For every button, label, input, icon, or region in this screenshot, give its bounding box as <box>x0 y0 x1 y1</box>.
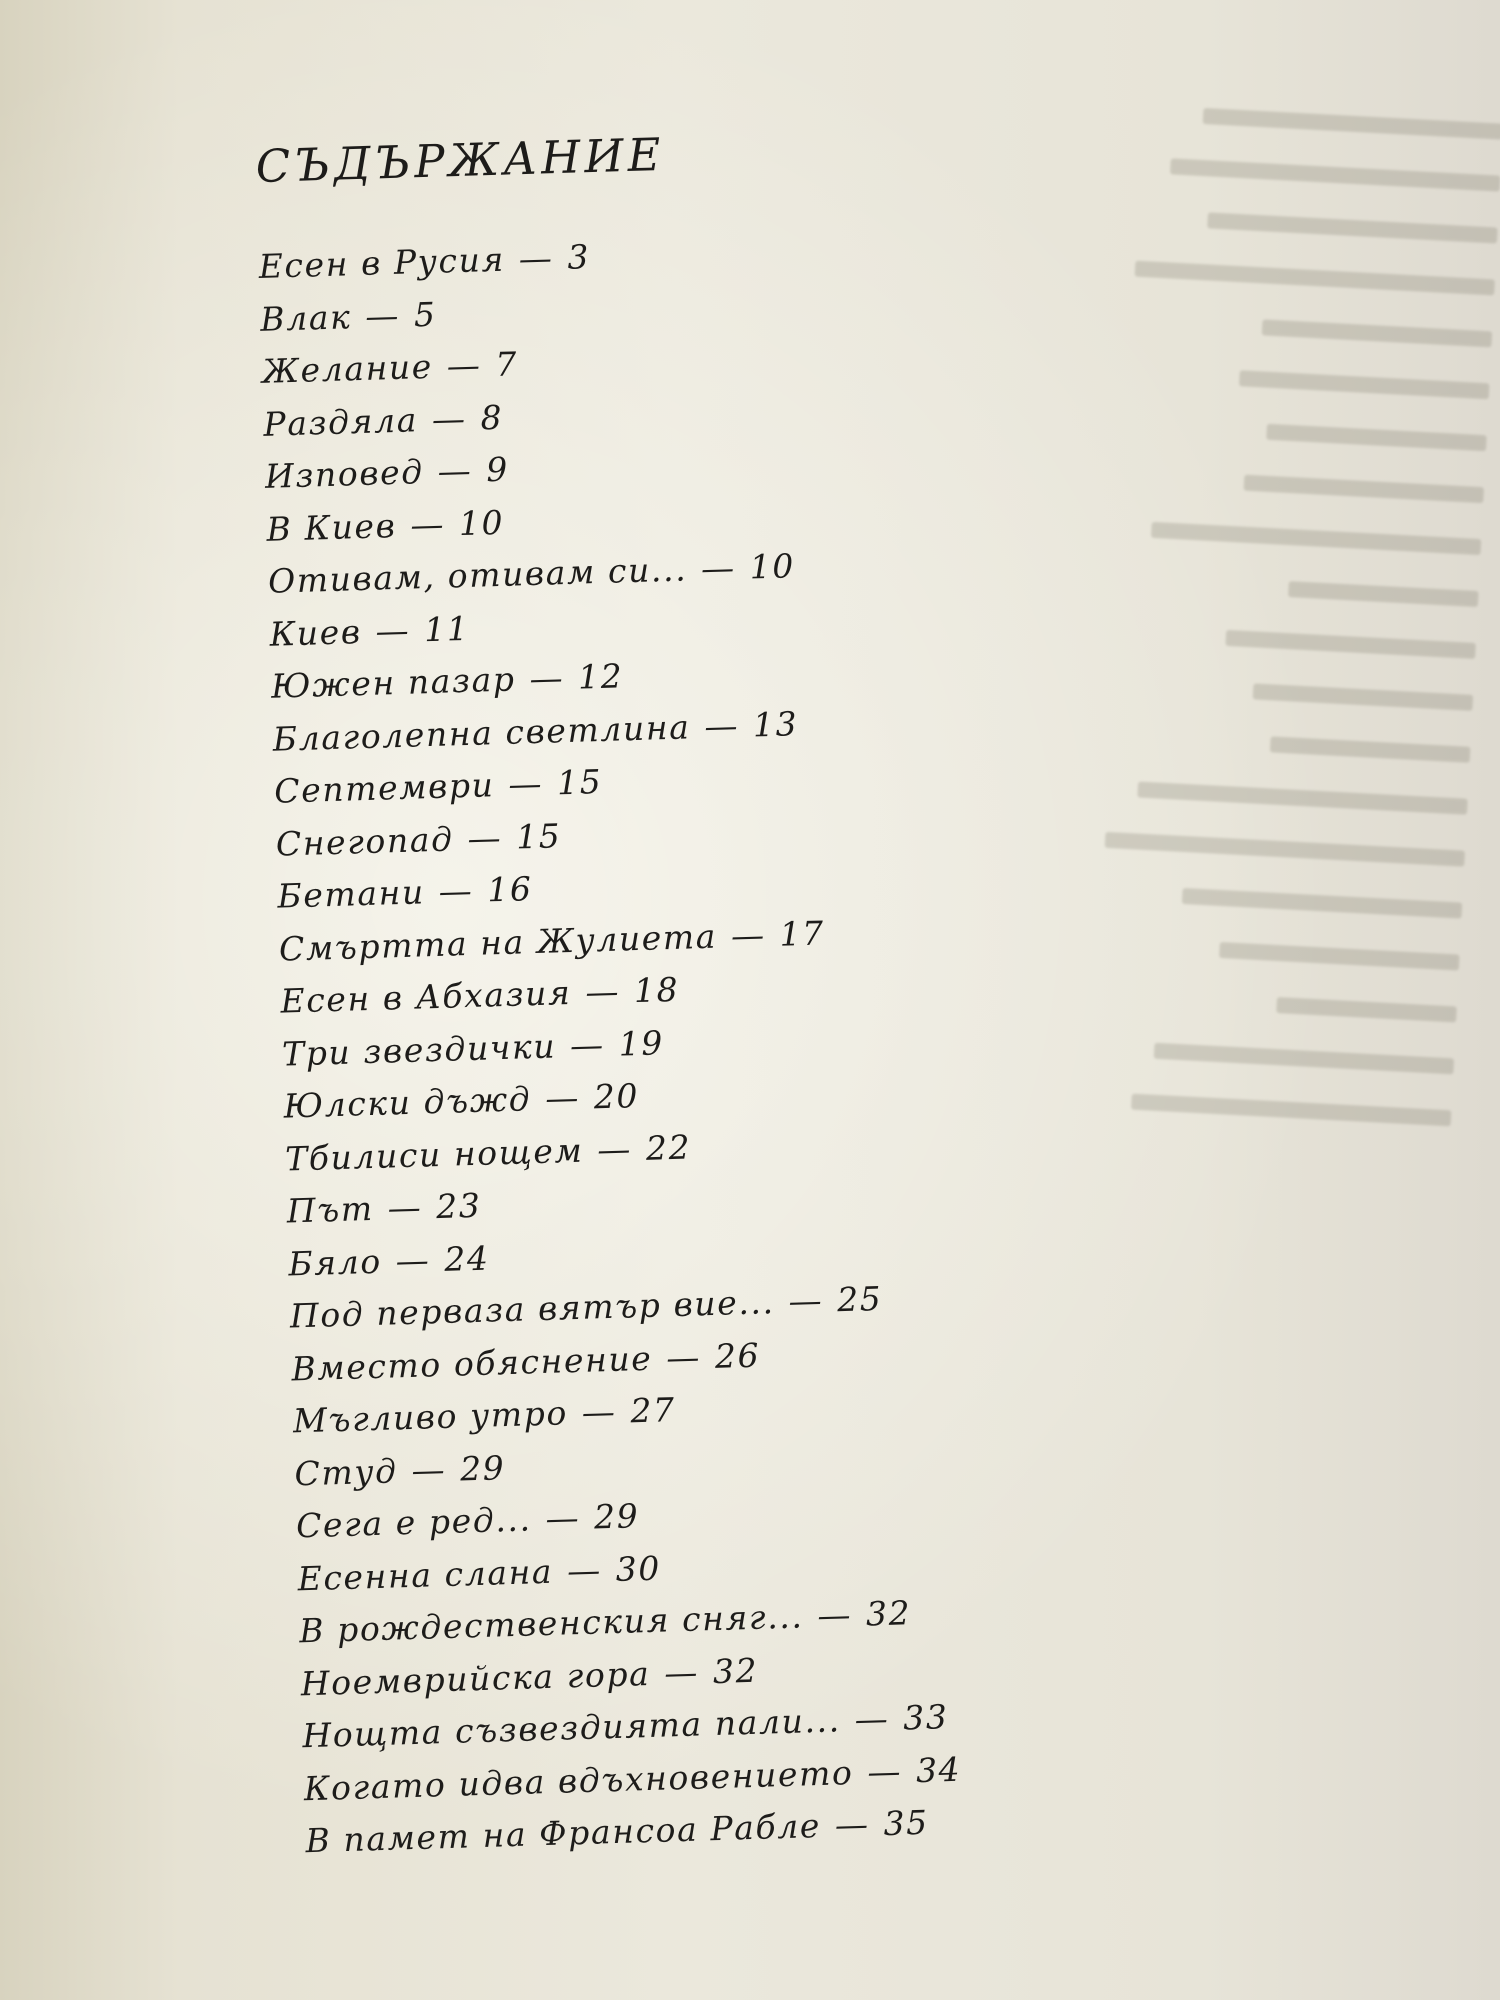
toc-entry-title: Когато идва вдъхновението <box>303 1752 854 1808</box>
toc-entry-page-number: 32 <box>712 1650 759 1691</box>
toc-entry-separator: — <box>787 1280 824 1321</box>
toc-entry-page-number: 34 <box>915 1749 962 1790</box>
toc-entry-title: Мъгливо утро <box>292 1393 569 1441</box>
toc-entry-title: Нощта съзвездията пали... <box>301 1700 842 1756</box>
toc-entry-title: Сега е ред... <box>295 1499 533 1546</box>
toc-entry-separator: — <box>387 1187 423 1228</box>
toc-entry-page-number: 33 <box>902 1697 949 1738</box>
toc-entry-separator: — <box>431 398 468 439</box>
toc-entry-separator: — <box>364 295 401 336</box>
toc-entry-separator: — <box>566 1549 603 1590</box>
toc-entry-separator: — <box>866 1751 903 1792</box>
toc-entry-separator: — <box>665 1336 702 1377</box>
toc-entry-page-number: 17 <box>778 912 826 954</box>
toc-entry-separator: — <box>834 1804 871 1845</box>
toc-entry-title: Смъртта на Жулиета <box>278 916 718 969</box>
toc-entry-separator: — <box>528 658 565 699</box>
toc-entry-title: Раздяла <box>262 399 419 444</box>
toc-entry-page-number: 10 <box>458 502 505 543</box>
toc-entry-title: Отивам, отивам си... <box>267 549 688 601</box>
toc-entry-page-number: 19 <box>618 1022 665 1064</box>
toc-list <box>258 221 964 1867</box>
toc-entry-title: Под перваза вятър вие... <box>289 1282 776 1336</box>
toc-entry-separator: — <box>584 971 621 1012</box>
toc-entry-page-number: 25 <box>836 1278 883 1320</box>
toc-entry-page-number: 35 <box>882 1802 930 1844</box>
toc-entry-page-number: 23 <box>435 1185 482 1227</box>
toc-entry-page-number: 9 <box>485 449 510 490</box>
toc-entry-title: Киев <box>269 611 363 654</box>
toc-entry-page-number: 32 <box>865 1593 912 1634</box>
toc-entry-separator: — <box>446 345 482 386</box>
toc-entry-page-number: 7 <box>494 344 519 384</box>
toc-entry-page-number: 15 <box>556 761 603 803</box>
toc-entry-title: Есен в Русия <box>258 239 506 286</box>
toc-entry-separator: — <box>507 763 544 804</box>
toc-entry-title: Снегопад <box>275 818 455 864</box>
toc-heading: СЪДЪРЖАНИЕ <box>255 127 666 193</box>
toc-entry-title: Изповед <box>264 452 425 496</box>
toc-entry-separator: — <box>854 1698 890 1739</box>
toc-entry-page-number: 18 <box>633 969 680 1011</box>
toc-entry-title: Благолепна светлина <box>272 706 691 759</box>
toc-entry-title: Влак <box>259 296 352 339</box>
toc-entry-page-number: 20 <box>593 1076 640 1117</box>
toc-entry-separator: — <box>395 1239 431 1280</box>
toc-entry-title: Юлски дъжд <box>283 1079 532 1126</box>
toc-entry-page-number: 30 <box>615 1548 662 1589</box>
toc-entry-title: Есен в Абхазия <box>279 972 572 1021</box>
toc-entry-page-number: 24 <box>443 1238 491 1279</box>
toc-entry-separator: — <box>663 1652 700 1693</box>
toc-entry-separator: — <box>730 914 767 955</box>
toc-entry-title: Ноемврийска гора <box>300 1653 651 1703</box>
toc-entry-title: Бяло <box>287 1241 383 1283</box>
toc-entry-title: Бетани <box>276 872 426 916</box>
toc-entry-separator: — <box>700 547 737 588</box>
toc-entry-separator: — <box>438 870 474 911</box>
toc-entry-page-number: 27 <box>629 1390 677 1431</box>
toc-entry-page-number: 29 <box>459 1447 506 1488</box>
toc-entry-title: Три звездички <box>281 1025 557 1074</box>
toc-entry-title: Вместо обяснение <box>290 1338 653 1388</box>
toc-entry-separator: — <box>544 1497 581 1538</box>
toc-entry-title: Септември <box>273 765 496 811</box>
toc-entry-page-number: 12 <box>577 656 624 697</box>
toc-entry-page-number: 29 <box>593 1496 640 1537</box>
toc-entry-page-number: 5 <box>413 294 438 334</box>
toc-entry-title: Желание <box>261 346 434 391</box>
toc-entry-separator: — <box>581 1391 617 1432</box>
toc-entry-page-number: 10 <box>749 546 796 587</box>
toc-entry-separator: — <box>466 817 503 858</box>
toc-entry-title: В памет на Франсоа Рабле <box>304 1805 822 1861</box>
toc-entry-title: В Киев <box>265 505 397 549</box>
table-of-contents <box>255 120 964 1867</box>
bleed-through-text <box>1066 86 1500 1224</box>
toc-entry-separator: — <box>816 1594 853 1635</box>
toc-entry-page-number: 3 <box>566 237 591 277</box>
toc-entry-title: Път <box>286 1188 375 1231</box>
toc-entry-separator: — <box>518 238 554 279</box>
toc-entry-separator: — <box>703 705 740 746</box>
toc-entry-title: Есенна слана <box>297 1551 554 1598</box>
toc-entry-title: В рождественския сняг... <box>298 1596 804 1651</box>
toc-entry-title: Студ <box>293 1450 399 1493</box>
toc-entry-separator: — <box>544 1077 581 1118</box>
toc-entry-page-number: 16 <box>486 869 534 910</box>
toc-entry-title: Тбилиси нощем <box>284 1130 584 1179</box>
toc-entry-separator: — <box>569 1024 606 1065</box>
toc-entry-page-number: 22 <box>645 1127 692 1168</box>
toc-entry-separator: — <box>374 610 411 651</box>
toc-entry-separator: — <box>596 1128 633 1169</box>
toc-entry-page-number: 15 <box>515 815 562 857</box>
toc-entry-title: Южен пазар <box>270 659 517 706</box>
toc-entry-page-number: 13 <box>752 703 799 744</box>
toc-entry-page-number: 8 <box>479 397 504 437</box>
toc-entry-separator: — <box>410 1449 447 1490</box>
toc-entry-page-number: 26 <box>714 1335 761 1376</box>
toc-entry-page-number: 11 <box>423 608 470 649</box>
toc-entry-separator: — <box>437 450 473 491</box>
toc-entry-separator: — <box>409 504 446 545</box>
